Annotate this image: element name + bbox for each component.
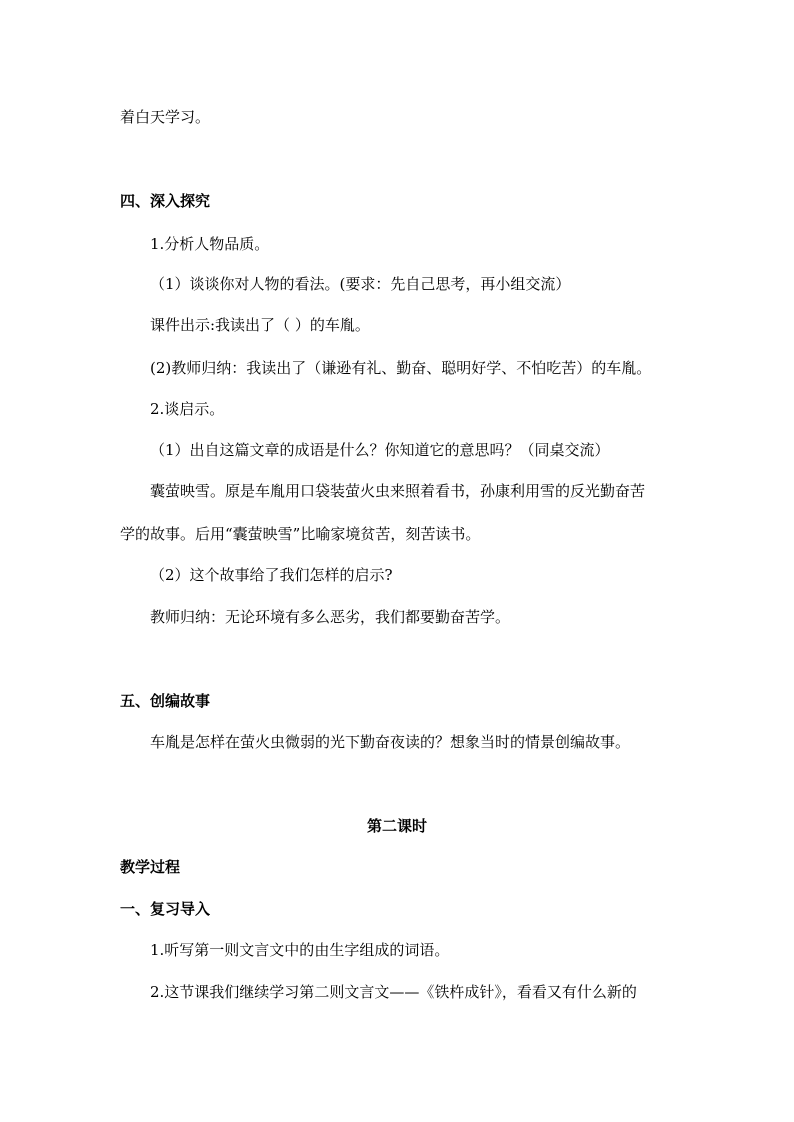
idiom-explanation-line-2: 学的故事。后用“囊萤映雪”比喻家境贫苦，刻苦读书。 [120, 525, 481, 543]
teaching-process-heading: 教学过程 [120, 858, 181, 876]
story-prompt: 车胤是怎样在萤火虫微弱的光下勤奋夜读的？想象当时的情景创编故事。 [150, 733, 631, 751]
courseware-prompt: 课件出示:我读出了（ ）的车胤。 [150, 316, 370, 334]
teacher-summary-2: 教师归纳：无论环境有多么恶劣，我们都要勤奋苦学。 [150, 608, 511, 626]
review-item-1: 1.听写第一则文言文中的由生字组成的词语。 [150, 941, 450, 959]
idiom-explanation-line-1: 囊萤映雪。原是车胤用口袋装萤火虫来照着看书，孙康利用雪的反光勤奋苦 [150, 482, 646, 500]
paragraph-continuation: 着白天学习。 [120, 108, 211, 126]
sub-item-2-2: （2）这个故事给了我们怎样的启示? [150, 566, 393, 584]
section-heading-4: 四、深入探究 [120, 192, 211, 210]
section-heading-1: 一、复习导入 [120, 900, 211, 918]
sub-item-2-1: （1）出自这篇文章的成语是什么？你知道它的意思吗？（同桌交流） [150, 441, 610, 459]
list-item-2: 2.谈启示。 [150, 400, 225, 418]
sub-item-1-1: （1）谈谈你对人物的看法。(要求：先自己思考，再小组交流） [150, 275, 571, 293]
list-item-1: 1.分析人物品质。 [150, 235, 270, 253]
teacher-summary-1: (2)教师归纳：我读出了（谦逊有礼、勤奋、聪明好学、不怕吃苦）的车胤。 [150, 359, 652, 377]
section-heading-5: 五、创编故事 [120, 692, 211, 710]
lesson-title: 第二课时 [366, 817, 427, 835]
review-item-2: 2.这节课我们继续学习第二则文言文——《铁杵成针》，看看又有什么新的 [150, 983, 637, 1001]
